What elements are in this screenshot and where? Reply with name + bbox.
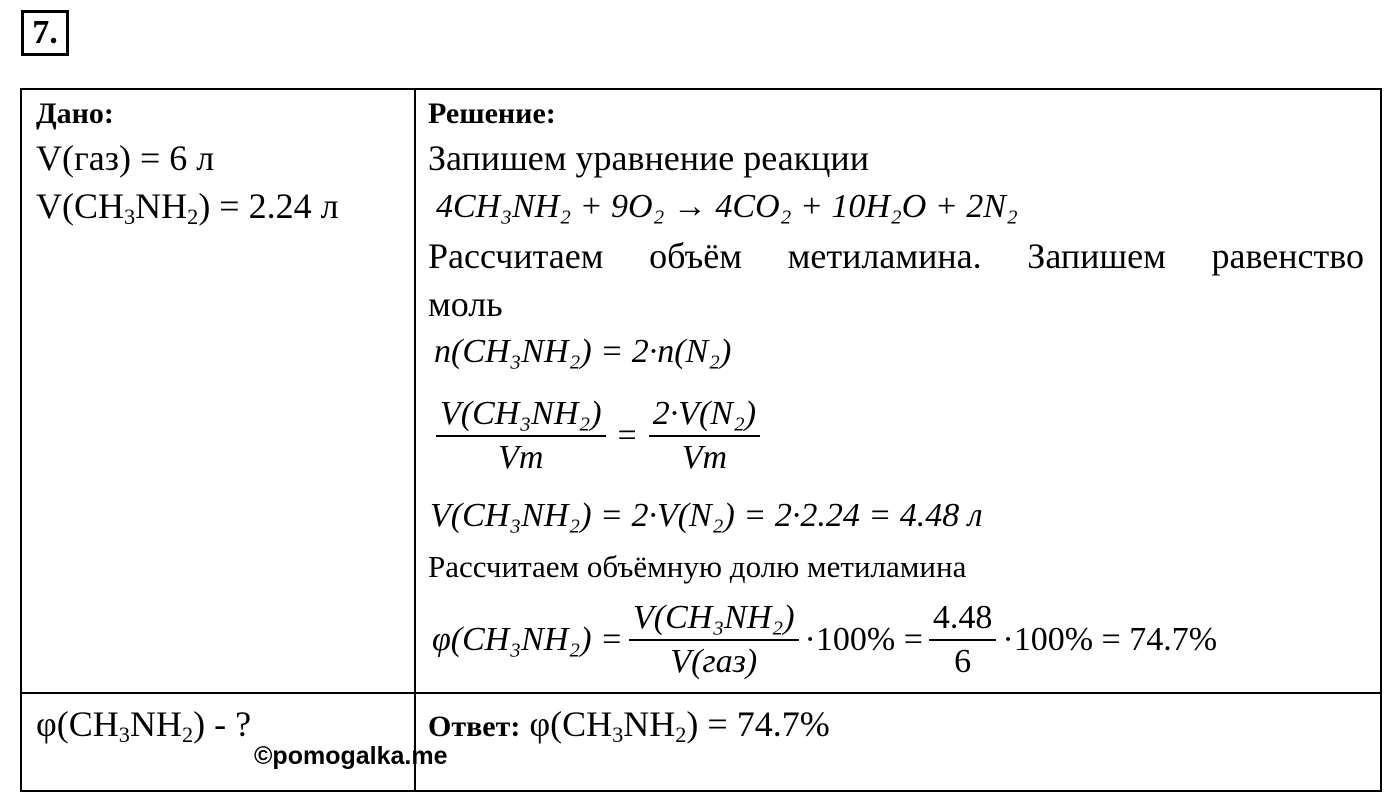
answer-line: Ответ: $\varphi(CH_3NH_2) = 74.7\%$ bbox=[428, 704, 830, 748]
column-divider bbox=[414, 90, 416, 790]
ratio-left-numerator: V(CH₃NH₂) bbox=[436, 395, 606, 437]
fraction-result: ·100% = 74.7% bbox=[1002, 621, 1218, 658]
ratio-right-numerator: 2·V(N₂) bbox=[649, 395, 760, 437]
solution-heading: Решение: bbox=[428, 97, 556, 130]
equation-moles: n(CH₃NH₂) = 2·n(N₂) bbox=[434, 333, 732, 370]
given-methylamine-volume: $V(CH_3NH_2) = 2.24$ л bbox=[36, 186, 339, 230]
solution-line-volume-intro: Рассчитаем объём метиламина. Запишем равенство bbox=[428, 236, 1364, 276]
fraction-numerator: V(CH₃NH₂) bbox=[629, 599, 799, 641]
solution-line-mol: моль bbox=[428, 284, 503, 324]
equation-volume-fraction bbox=[432, 592, 1217, 688]
equation-volume-ratio: $\frac{\text{V(CH₃NH₂)}}{Vm}$ = $\frac{\text{2·V(N₂)}}{Vm}$ bbox=[430, 386, 766, 486]
answer-label: Ответ: bbox=[428, 710, 521, 743]
given-heading: Дано: bbox=[36, 97, 114, 130]
ratio-right-denominator: Vm bbox=[681, 439, 728, 476]
fraction-multiplier: ·100% = bbox=[804, 621, 923, 658]
ratio-left-denominator: Vm bbox=[498, 439, 544, 476]
reaction-equation: 4CH₃NH₂ + 9O₂ → 4CO₂ + 10H₂O + 2N₂ bbox=[436, 188, 1018, 225]
equation-volume-result: V(CH₃NH₂) = 2·V(N₂) = 2·2.24 = 4.48 л bbox=[430, 497, 983, 534]
task-number: 7. bbox=[21, 10, 69, 56]
fraction-value-denominator: 6 bbox=[954, 643, 972, 680]
find-quantity: $\varphi(CH_3NH_2)$ - ? bbox=[36, 704, 252, 748]
solution-line-reaction-intro: Запишем уравнение реакции bbox=[428, 138, 869, 178]
solution-table bbox=[20, 88, 1382, 792]
watermark: ©pomogalka.me bbox=[254, 742, 448, 770]
solution-line-fraction-intro: Рассчитаем объёмную долю метиламина bbox=[428, 549, 967, 584]
fraction-denominator: V(газ) bbox=[670, 643, 758, 680]
fraction-left: φ(CH₃NH₂) = bbox=[432, 621, 624, 658]
given-gas-volume: V(газ) = 6 л bbox=[36, 138, 215, 178]
fraction-value-numerator: 4.48 bbox=[929, 599, 997, 641]
row-divider bbox=[22, 692, 1380, 694]
